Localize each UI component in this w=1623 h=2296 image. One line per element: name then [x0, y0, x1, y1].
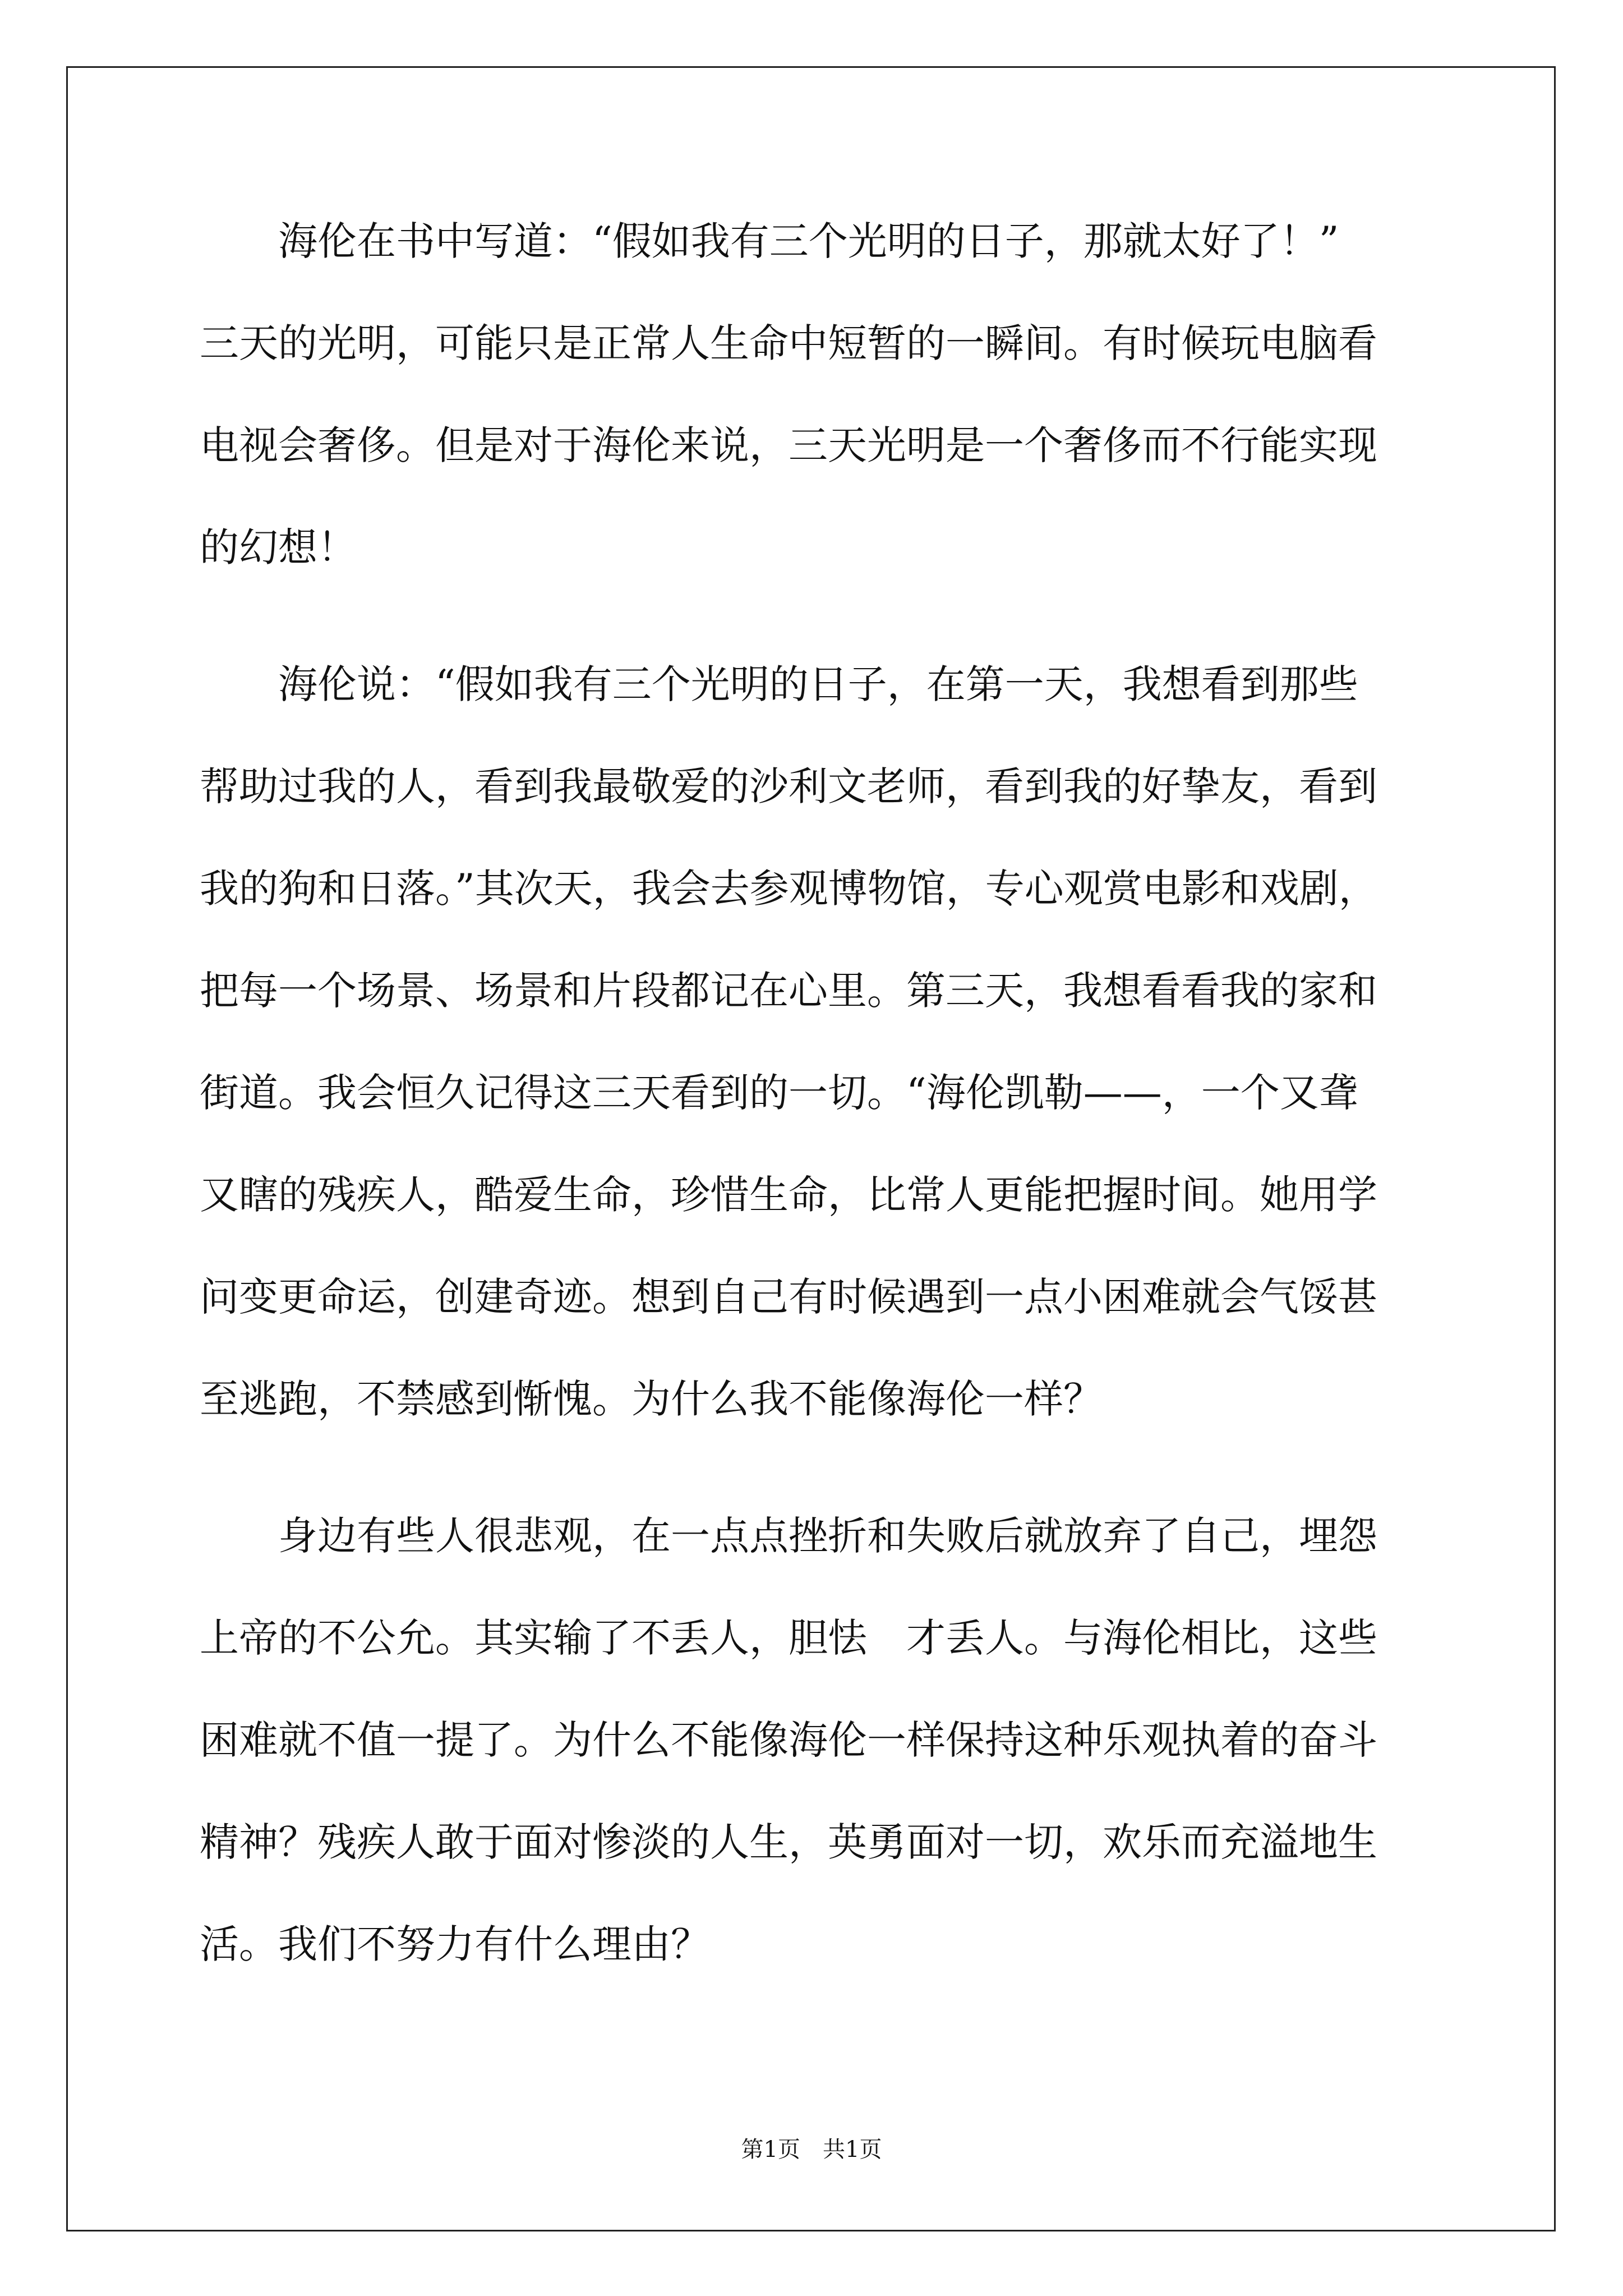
paragraph-line: 三天的光明，可能只是正常人生命中短暂的一瞬间。有时候玩电脑看 [200, 320, 1377, 366]
page-number-footer: 第1页 共1页 [741, 2137, 882, 2162]
paragraph-line: 上帝的不公允。其实输了不丢人，胆怯 才丢人。与海伦相比，这些 [200, 1615, 1377, 1661]
paragraph-line: 至逃跑，不禁感到惭愧。为什么我不能像海伦一样？ [200, 1376, 1103, 1422]
paragraph-line: 困难就不值一提了。为什么不能像海伦一样保持这种乐观执着的奋斗 [200, 1717, 1377, 1763]
paragraph-line: 又瞎的残疾人，酷爱生命，珍惜生命，比常人更能把握时间。她用学 [200, 1172, 1377, 1218]
paragraph-line: 电视会奢侈。但是对于海伦来说，三天光明是一个奢侈而不行能实现 [200, 422, 1377, 468]
page-border [66, 66, 1556, 2231]
paragraph-line: 活。我们不努力有什么理由？ [200, 1921, 710, 1967]
paragraph-line: 身边有些人很悲观，在一点点挫折和失败后就放弃了自己，埋怨 [200, 1513, 1377, 1559]
paragraph-line: 帮助过我的人，看到我最敬爱的沙利文老师，看到我的好挚友，看到 [200, 763, 1377, 809]
paragraph-line: 的幻想！ [200, 524, 357, 570]
paragraph-line: 海伦说：“假如我有三个光明的日子，在第一天，我想看到那些 [200, 661, 1358, 707]
paragraph-line: 街道。我会恒久记得这三天看到的一切。“海伦凯勒——，一个又聋 [200, 1070, 1358, 1116]
paragraph-line: 精神？残疾人敢于面对惨淡的人生，英勇面对一切，欢乐而充溢地生 [200, 1819, 1377, 1865]
paragraph-line: 把每一个场景、场景和片段都记在心里。第三天，我想看看我的家和 [200, 968, 1377, 1014]
paragraph-line: 海伦在书中写道：“假如我有三个光明的日子，那就太好了！” [200, 218, 1339, 264]
paragraph-line: 问变更命运，创建奇迹。想到自己有时候遇到一点小困难就会气馁甚 [200, 1274, 1377, 1320]
paragraph-line: 我的狗和日落。”其次天，我会去参观博物馆，专心观赏电影和戏剧， [200, 866, 1378, 912]
